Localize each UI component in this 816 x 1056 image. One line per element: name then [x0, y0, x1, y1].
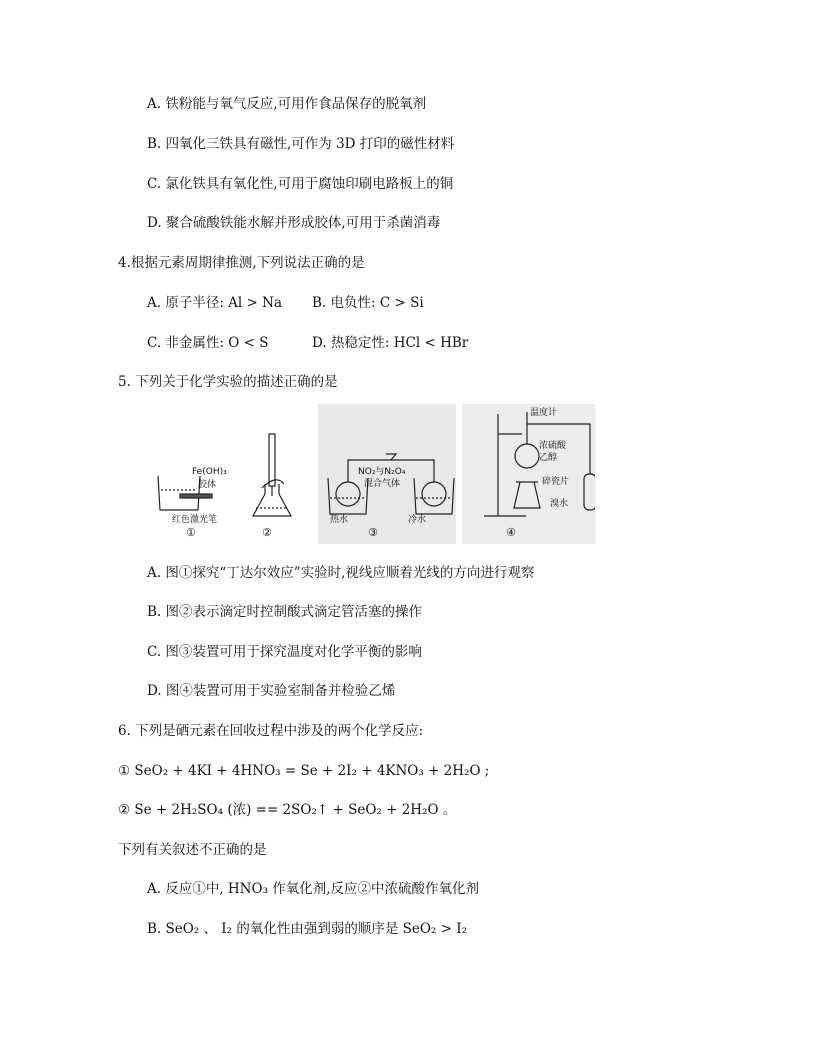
- fig3-label-mixture: 混合气体: [364, 479, 401, 489]
- fig4-label-acid: 浓硫酸: [539, 441, 567, 451]
- fig-num-2: ②: [262, 526, 272, 539]
- q6-reaction-2: ② Se + 2H₂SO₄ (浓) == 2SO₂↑ + SeO₂ + 2H₂O 。: [118, 802, 457, 818]
- fig3-label-gas: NO₂与N₂O₄: [358, 467, 406, 477]
- q4-option-a: A. 原子半径: Al > Na: [147, 295, 282, 311]
- q3-option-d: D. 聚合硫酸铁能水解并形成胶体,可用于杀菌消毒: [147, 215, 441, 231]
- fig4-label-thermometer: 温度计: [530, 408, 558, 418]
- q4-stem: 4.根据元素周期律推测,下列说法正确的是: [118, 255, 365, 271]
- q6-reaction-1: ① SeO₂ + 4KI + 4HNO₃ = Se + 2I₂ + 4KNO₃ + 2H₂O ;: [118, 763, 490, 779]
- q5-stem: 5. 下列关于化学实验的描述正确的是: [118, 374, 338, 390]
- fig4-label-bromine: 溴水: [550, 499, 569, 509]
- fig1-label-colloid: 胶体: [198, 480, 217, 490]
- fig4-label-ethanol: 乙醇: [539, 453, 558, 463]
- q6-option-a: A. 反应①中, HNO₃ 作氧化剂,反应②中浓硫酸作氧化剂: [147, 881, 480, 897]
- q6-option-b: B. SeO₂ 、 I₂ 的氧化性由强到弱的顺序是 SeO₂ > I₂: [147, 921, 467, 937]
- q5-option-b: B. 图②表示滴定时控制酸式滴定管活塞的操作: [147, 604, 423, 620]
- q5-option-d: D. 图④装置可用于实验室制备并检验乙烯: [147, 683, 396, 699]
- fig1-label-laser: 红色激光笔: [172, 515, 218, 525]
- q4-option-b: B. 电负性: C > Si: [312, 295, 424, 311]
- q5-option-a: A. 图①探究“丁达尔效应”实验时,视线应顺着光线的方向进行观察: [147, 565, 535, 581]
- experiment-figure: [150, 404, 595, 544]
- q6-subprompt: 下列有关叙述不正确的是: [118, 842, 267, 858]
- fig-num-4: ④: [506, 526, 516, 539]
- fig-num-1: ①: [186, 526, 196, 539]
- q4-option-d: D. 热稳定性: HCl < HBr: [312, 335, 469, 351]
- fig-num-3: ③: [368, 526, 378, 539]
- q5-option-c: C. 图③装置可用于探究温度对化学平衡的影响: [147, 644, 422, 660]
- fig3-label-hot: 热水: [330, 515, 349, 525]
- fig4-label-porcelain: 碎瓷片: [542, 477, 570, 487]
- q4-option-c: C. 非金属性: O < S: [147, 335, 269, 351]
- fig1-label-feoh3: Fe(OH)₃: [192, 467, 227, 477]
- q3-option-b: B. 四氧化三铁具有磁性,可作为 3D 打印的磁性材料: [147, 136, 455, 152]
- q3-option-c: C. 氯化铁具有氧化性,可用于腐蚀印刷电路板上的铜: [147, 176, 454, 192]
- q3-option-a: A. 铁粉能与氧气反应,可用作食品保存的脱氧剂: [147, 96, 427, 112]
- fig3-label-cold: 冷水: [408, 515, 427, 525]
- q6-stem: 6. 下列是硒元素在回收过程中涉及的两个化学反应:: [118, 723, 424, 739]
